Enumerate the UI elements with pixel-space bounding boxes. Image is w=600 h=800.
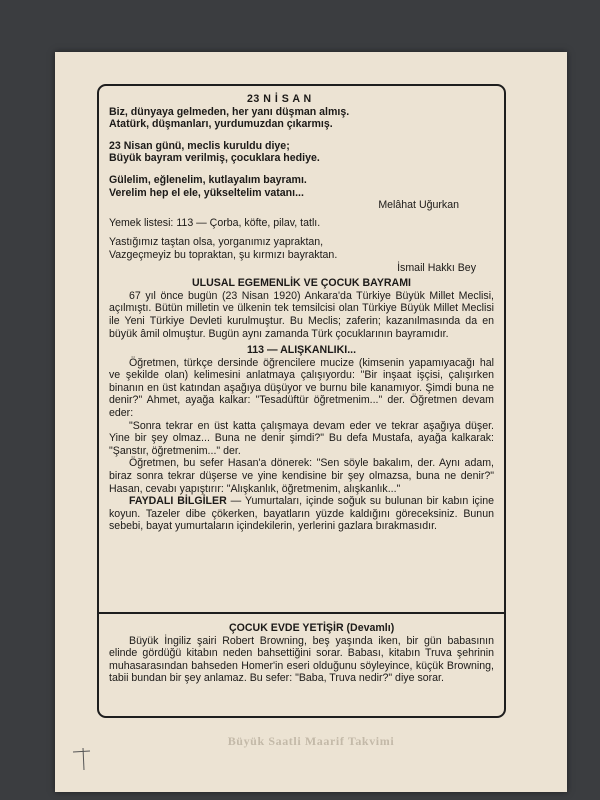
menu-line: Yemek listesi: 113 — Çorba, köfte, pilav, tatlı. [109,216,321,229]
section-heading: ULUSAL EGEMENLİK VE ÇOCUK BAYRAMI [192,277,411,290]
section-paragraph: Öğretmen, türkçe dersinde öğrencilere mucize (kimsenin yapamıyacağı hal ve şekilde olan) kelimesini anlatmaya çalışıyordu: "Bir inşaat işçisi, çalışırken binanın en üst katından aşağıya düşüyor ve burnu bile kanamıyor. Şimdi buna ne denir?" Ahmet, ayağa kalkar: "Tesadüftür öğretmenim..." der. Öğretmen devam eder: [109,356,494,420]
section-body: 67 yıl önce bugün (23 Nisan 1920) Ankara'da Türkiye Büyük Millet Meclisi, açılmıştı. Bütün milletin ve ülkenin tek temsilcisi olan Türkiye Büyük Millet Meclisi ile Yeni Türkiye Devleti kurulmuştur. Bu Meclis; zaferin; kazanılmasında da en büyük âmil olmuştur. Bugün aynı zamanda Türk çocuklarının bayramıdır. [109,289,494,340]
section-heading: ÇOCUK EVDE YETİŞİR (Devamlı) [229,622,395,634]
section-paragraph: Öğretmen, bu sefer Hasan'a dönerek: "Sen söyle bakalım, der. Aynı adam, biraz sonra tekrar düşerse ve yine kendisine bir şey olmazsa, buna ne denir?" Hasan, cevabı yapıştırır: "Alışkanlık, öğretmenim, alışkanlık..." [109,457,494,495]
poem-author: İsmail Hakkı Bey [397,261,476,274]
poem-line: Biz, dünyaya gelmeden, her yanı düşman almış. [109,105,350,118]
poem-line: Yastığımız taştan olsa, yorganımız yapraktan, [109,236,324,249]
section-body: — Yumurtaları, içinde soğuk su bulunan bir kabın içine koyun. Tazeler dibe çökerken, bayatların yüzde kaldığını göreceksiniz. Bunun sebebi, bayat yumurtaların içindekilerin, yerlerini gazlara bırakmasıdır. [109,495,494,533]
pencil-mark-icon [70,742,100,772]
poem-line: Atatürk, düşmanları, yurdumuzdan çıkarmış. [109,118,333,131]
poem-title: 23 N İ S A N [247,93,312,105]
poem-line: 23 Nisan günü, meclis kuruldu diye; [109,139,290,152]
section-heading-inline: FAYDALI BİLGİLER [129,495,227,508]
content-frame [97,84,506,718]
page-footer: Büyük Saatli Maarif Takvimi [227,734,395,748]
section-divider [99,612,504,614]
section-paragraph: "Sonra tekrar en üst katta çalışmaya devam eder ve tekrar aşağıya düşer. Yine bir şey olmaz... Buna ne denir şimdi?" Bu defa Mustafa, ayağa kalkarak: "Şanstır, öğretmenim..." der. [109,419,494,457]
section-heading: 113 — ALIŞKANLIKI... [246,344,357,357]
poem-line: Büyük bayram verilmiş, çocuklara hediye. [109,152,320,165]
section-body: Büyük İngiliz şairi Robert Browning, beş yaşında iken, bir gün babasının elinde gördüğü kitabın neden bahsettiğini sorar. Babası, kitabın Truva şehrinin muhasarasından bahseden Homer'in eseri olduğunu söyleyince, küçük Browning, tabii bundan bir şey anlamaz. Bu sefer: "Baba, Truva nedir?" diye sorar. [109,634,494,685]
poem-line: Gülelim, eğlenelim, kutlayalım bayramı. [109,173,307,186]
poem-line: Vazgeçmeyiz bu topraktan, şu kırmızı bayraktan. [109,248,338,261]
poem-author: Melâhat Uğurkan [378,199,459,212]
calendar-page [55,52,567,792]
poem-line: Verelim hep el ele, yükseltelim vatanı... [109,186,304,199]
bottom-section [109,622,494,685]
